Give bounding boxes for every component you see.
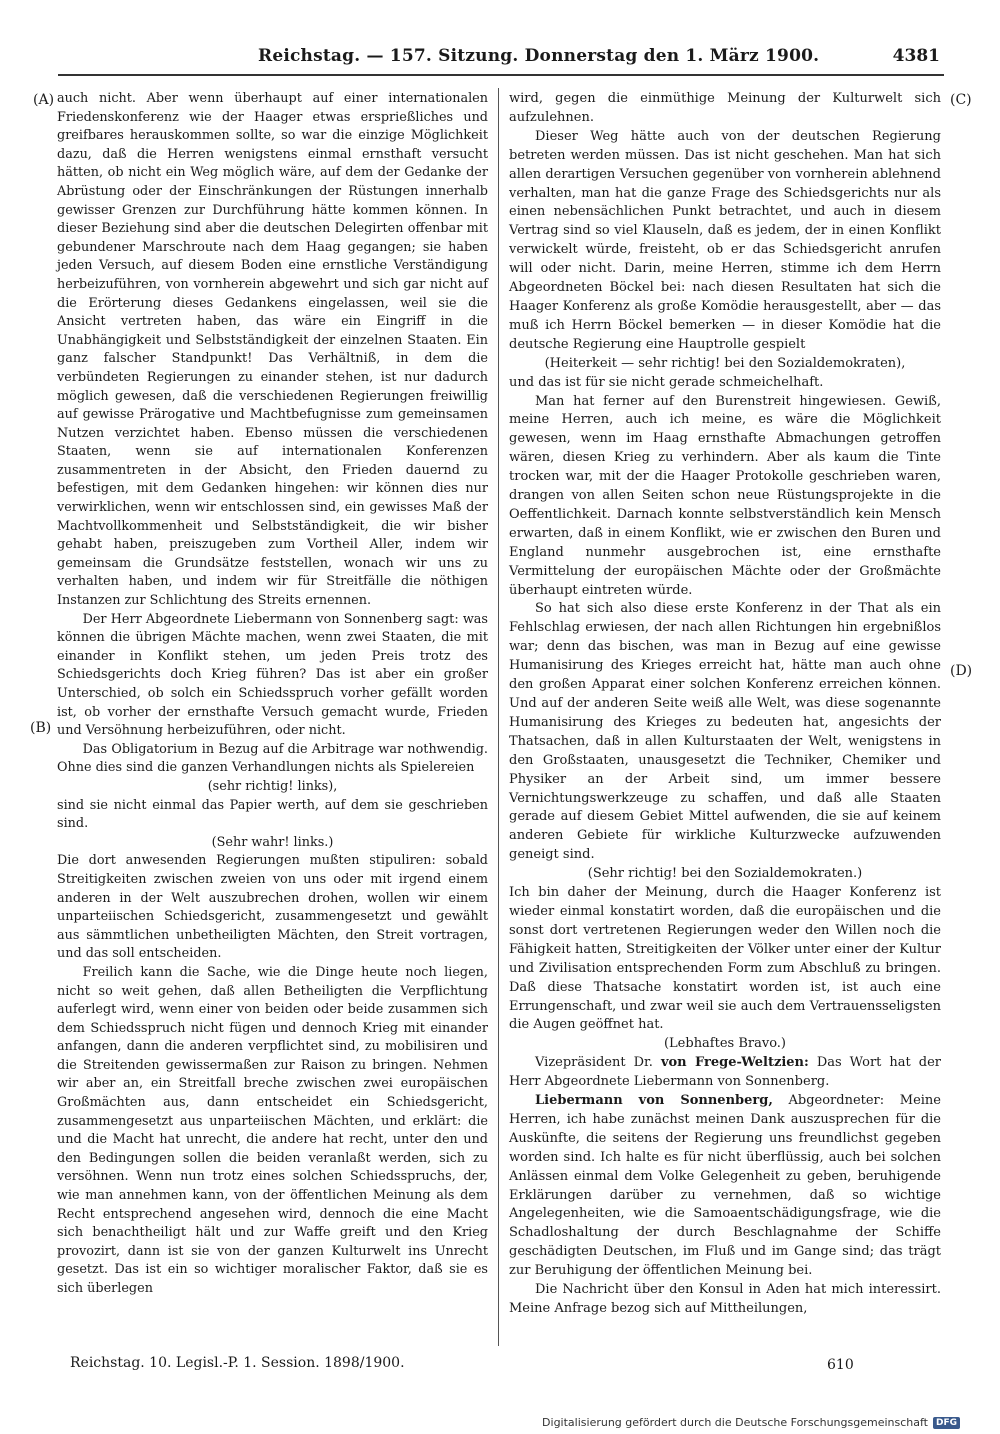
paragraph: auch nicht. Aber wenn überhaupt auf einer internationalen Friedenskonferenz wie der Haager etwas ersprießliches und greifbares herauskommen sollte, so war die einzige Möglichkeit dazu, daß die Herren wenigstens einmal ernsthaft versucht hätten, ob nicht ein Weg möglich wäre, auf dem der Gedanke der Abrüstung oder der Einschränkungen der Rüstungen innerhalb gewisser Grenzen zur Durchführung hätte kommen können. In dieser Beziehung sind aber die deutschen Delegirten offenbar mit gebundener Marschroute nach dem Haag gegangen; sie haben jeden Versuch, auf diesem Boden eine ernstliche Verständigung herbeizuführen, von vornherein abgewehrt und sich gar nicht auf die Erörterung dieses Gedankens eingelassen, weil sie die Ansicht vertreten haben, das wäre ein Eingriff in die Unabhängigkeit und Selbstständigkeit der einzelnen Staaten. Ein ganz falscher Standpunkt! Das Verhältniß, in dem die verbündeten Regierungen zu einander stehen, ist nur dadurch möglich gewesen, daß die verschiedenen Regierungen freiwillig auf gewisse Prärogative und Machtbefugnisse zum gemeinsamen Nutzen verzichtet haben. Ebenso müssen die verschiedenen Staaten, wenn sie auf internationalen Konferenzen zusammentreten in der Absicht, den Frieden dauernd zu befestigen, mit dem Gedanken hingehen: wir können dies nur verwirklichen, wenn wir entschlossen sind, ein gewisses Maß der Machtvollkommenheit und Selbstständigkeit, die wir bisher gehabt haben, preiszugeben zum Vortheil Aller, indem wir gemeinsam die Grundsätze feststellen, wonach wir uns zu verhalten haben, und indem wir für Streitfälle die nöthigen Instanzen zur Schlichtung des Streits ernennen.	[57, 91, 488, 609]
paragraph: Das Obligatorium in Bezug auf die Arbitrage war nothwendig. Ohne dies sind die ganzen Verhandlungen nichts als Spielereien	[57, 741, 488, 776]
paragraph: Man hat ferner auf den Burenstreit hingewiesen. Gewiß, meine Herren, auch ich meine, es wäre die Möglichkeit gewesen, wenn im Haag ernsthafte Abmachungen getroffen wären, diesen Krieg zu verhindern. Aber als kaum die Tinte trocken war, mit der die Haager Protokolle geschrieben waren, drangen von allen Seiten schon neue Rüstungsprojekte in die Oeffentlichkeit. Darnach konnte selbstverständlich kein Mensch erwarten, daß in einem Konflikt, wie er zwischen den Buren und England nunmehr ausgebrochen ist, eine ernsthafte Vermittelung der europäischen Mächte oder der Großmächte überhaupt eintreten würde.	[509, 393, 941, 598]
running-title: Reichstag. — 157. Sitzung. Donnerstag den 1. März 1900.	[258, 46, 820, 66]
paragraph: Der Herr Abgeordnete Liebermann von Sonnenberg sagt: was können die übrigen Mächte machen, wenn zwei Staaten, die mit einander in Konflikt stehen, um jeden Preis trotz des Schiedsgerichts doch Krieg führen? Das ist aber ein großer Unterschied, ob solch ein Schiedsspruch vorher gefällt worden ist, ob vorher der ernsthafte Versuch gemacht wurde, Frieden und Versöhnung herbeizuführen, oder nicht.	[57, 611, 488, 739]
paragraph: Ich bin daher der Meinung, durch die Haager Konferenz ist wieder einmal konstatirt worden, daß die europäischen und die sonst dort vertretenen Regierungen weder den Willen noch die Fähigkeit hatten, Streitigkeiten der Völker unter einer der Kultur und Zivilisation entsprechenden Form zum Abschluß zu bringen. Daß diese Thatsache konstatirt worden ist, ist auch eine Errungenschaft, und zwar weil sie auch dem Vertrauensseligsten die Augen geöffnet hat.	[509, 885, 941, 1033]
dfg-logo-icon: DFG	[933, 1417, 960, 1429]
paragraph: Dieser Weg hätte auch von der deutschen Regierung betreten werden müssen. Das ist nicht geschehen. Man hat sich allen derartigen Versuchen gegenüber von vornherein ablehnend verhalten, man hat die ganze Frage des Schiedsgerichts nur als einen nebensächlichen Punkt betrachtet, und auch in diesem Vertrag sind so viel Klauseln, daß es jedem, der in einen Konflikt verwickelt würde, freisteht, ob er das Schiedsgericht anrufen will oder nicht. Darin, meine Herren, stimme ich dem Herrn Abgeordneten Böckel bei: nach diesen Resultaten hat sich die Haager Konferenz als große Komödie herausgestellt, aber — das muß ich Herrn Böckel bemerken — in dieser Komödie hat die deutsche Regierung eine Hauptrolle gespielt	[509, 128, 941, 352]
speech-text: Das Wort hat der Herr Abgeordnete Liebermann von Sonnenberg.	[509, 1055, 941, 1090]
interjection: (Lebhaftes Bravo.)	[663, 1036, 787, 1052]
interjection: (sehr richtig! links),	[207, 778, 338, 794]
margin-marker-a: (A)	[33, 92, 55, 108]
page-number: 4381	[892, 46, 940, 66]
margin-marker-b: (B)	[30, 720, 52, 736]
speaker-name: von Frege-Weltzien:	[660, 1055, 809, 1071]
paragraph: So hat sich also diese erste Konferenz in der That als ein Fehlschlag erwiesen, der nach allen Richtungen hin ergebnißlos war; denn das bischen, was man in Bezug auf eine gewisse Humanisirung des Krieges erreicht hat, hätte man auch ohne den großen Apparat einer solchen Konferenz erreichen können. Und auf der anderen Seite weiß alle Welt, was diese sogenannte Humanisirung des Krieges zu bedeuten hat, angesichts der Thatsachen, daß in allen Kulturstaaten der Welt, wenigstens in den Großstaaten, unausgesetzt die Techniker, Chemiker und Physiker an der Arbeit sind, um immer bessere Vernichtungswerkzeuge zu schaffen, und daß alle Staaten gerade auf diesem Gebiet Mittel aufwenden, die sie auf keinem anderen Gebiete für wirkliche Kulturzwecke aufzuwenden geneigt sind.	[509, 601, 941, 863]
interjection: (Sehr richtig! bei den Sozialdemokraten.)	[587, 866, 863, 882]
sheet-number: 610	[827, 1357, 854, 1373]
page-header	[0, 0, 1000, 80]
left-column	[57, 90, 488, 1299]
credit-text: Digitalisierung gefördert durch die Deutsche Forschungsgemeinschaft	[542, 1416, 928, 1429]
speaker-paragraph	[509, 1092, 941, 1281]
speaker-title: Vizepräsident Dr.	[535, 1055, 653, 1071]
paragraph: und das ist für sie nicht gerade schmeichelhaft.	[509, 374, 824, 390]
interjection: (Heiterkeit — sehr richtig! bei den Sozialdemokraten),	[544, 355, 906, 371]
speaker-paragraph	[509, 1054, 941, 1092]
paragraph: Freilich kann die Sache, wie die Dinge heute noch liegen, nicht so weit gehen, daß allen Betheiligten die Verpflichtung auferlegt wird, wenn einer von beiden oder beide zusammen sich dem Schiedsspruch nicht fügen und dennoch Krieg mit einander anfangen, dann die anderen verpflichtet sind, zu mobilisiren und die Streitenden gewissermaßen zur Raison zu bringen. Nehmen wir aber an, ein Streitfall breche zwischen zwei europäischen Großmächten aus, dann entscheidet ein Schiedsgericht, zusammengesetzt aus unparteiischen Mächten, und erklärt: die und die Macht hat unrecht, die andere hat recht, unter den und den Bedingungen sollen die beiden veranlaßt werden, sich zu versöhnen. Wenn nun trotz eines solchen Schiedsspruchs, der, wie man annehmen kann, von der öffentlichen Meinung als dem Recht entsprechend angesehen wird, dennoch die eine Macht sich benachtheiligt hält und zur Waffe greift und den Krieg provozirt, dann ist sie von der ganzen Kulturwelt ins Unrecht gesetzt. Das ist ein so wichtiger moralischer Faktor, daß sie es sich überlegen	[57, 964, 488, 1296]
paragraph: wird, gegen die einmüthige Meinung der Kulturwelt sich aufzulehnen.	[509, 91, 941, 125]
speaker-name: Liebermann von Sonnenberg,	[535, 1093, 773, 1109]
page-footer: Reichstag. 10. Legisl.-P. 1. Session. 1898/1900.	[70, 1355, 405, 1371]
header-rule	[58, 74, 944, 76]
digitization-credit	[542, 1416, 960, 1429]
column-divider	[498, 88, 499, 1346]
paragraph: Die dort anwesenden Regierungen mußten stipuliren: sobald Streitigkeiten zwischen zweien von uns oder mit irgend einem anderen in der Welt auszubrechen drohen, wollen wir einem unparteiischen Schiedsgericht, zusammengesetzt und gewählt aus sämmtlichen unbetheiligten Mächten, den Streit vortragen, und das soll entscheiden.	[57, 853, 488, 962]
margin-marker-d: (D)	[950, 663, 973, 679]
margin-marker-c: (C)	[950, 92, 972, 108]
interjection: (Sehr wahr! links.)	[211, 834, 334, 850]
paragraph: Die Nachricht über den Konsul in Aden hat mich interessirt. Meine Anfrage bezog sich auf Mittheilungen,	[509, 1282, 941, 1316]
paragraph: sind sie nicht einmal das Papier werth, auf dem sie geschrieben sind.	[57, 797, 488, 832]
right-column	[509, 90, 941, 1319]
speech-text: Abgeordneter: Meine Herren, ich habe zunächst meinen Dank auszusprechen für die Auskünfte, die seitens der Regierung uns freundlichst gegeben worden sind. Ich halte es für nicht überflüssig, auch bei solchen Anlässen einmal dem Volke Gelegenheit zu geben, beruhigende Erklärungen darüber zu vernehmen, daß so wichtige Angelegenheiten, wie die Samoaentschädigungsfrage, wie die Schadloshaltung der durch Beschlagnahme der Schiffe geschädigten Deutschen, im Fluß und im Gange sind; das trägt zur Beruhigung der öffentlichen Meinung bei.	[509, 1093, 941, 1279]
